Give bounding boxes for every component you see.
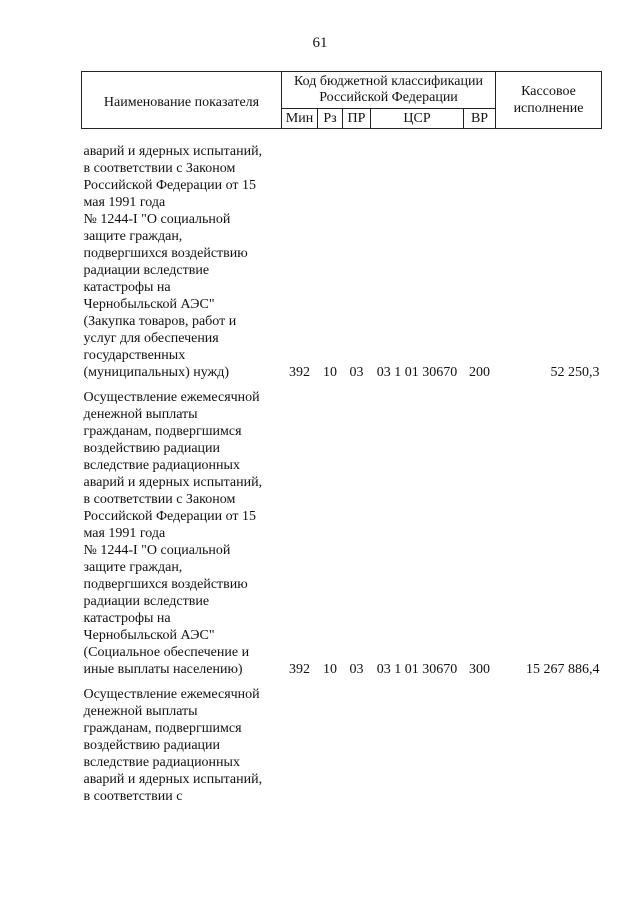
row-rz: 10 xyxy=(323,662,337,677)
header-exec-line-2: исполнение xyxy=(513,101,584,116)
row-vr: 200 xyxy=(469,365,490,380)
header-rz: Рз xyxy=(318,109,343,129)
header-code-line-1: Код бюджетной классификации xyxy=(294,74,483,90)
header-min: Мин xyxy=(282,109,318,129)
header-indicator-name: Наименование показателя xyxy=(82,72,282,129)
table-row xyxy=(82,389,602,678)
row-pr: 03 xyxy=(349,365,364,380)
row-indicator-name: Осуществление ежемесячной денежной выплаты гражданам, подвергшимся воздействию радиации вследствие радиационных аварий и ядерных испытаний, в соответствии с Законом Российской Федерации от 15 мая 1991 года № 1244-I "О социальной защите граждан, подвергшихся воздействию радиации вследствие катастрофы на Чернобыльской АЭС" (Социальное обеспечение и иные выплаты населению) xyxy=(83,390,263,677)
row-indicator-name: аварий и ядерных испытаний, в соответствии с Законом Российской Федерации от 15 мая 1991 года № 1244-I "О социальной защите граждан, подвергшихся воздействию радиации вследствие катастрофы на Чернобыльской АЭС" (Закупка товаров, работ и услуг для обеспечения государственных (муниципальных) нужд) xyxy=(83,144,263,380)
page-number: 61 xyxy=(312,35,328,51)
row-cash-execution: 15 267 886,4 xyxy=(526,662,600,677)
header-cash-execution xyxy=(496,72,602,129)
row-rz: 10 xyxy=(323,365,337,380)
row-pr xyxy=(343,686,371,805)
row-vr: 300 xyxy=(469,662,490,677)
row-min: 392 xyxy=(289,662,310,677)
header-budget-classification-code xyxy=(282,72,496,109)
header-vr: ВР xyxy=(464,109,496,129)
row-vr xyxy=(464,686,496,805)
header-pr: ПР xyxy=(343,109,371,129)
header-csr: ЦСР xyxy=(371,109,464,129)
header-exec-line-1: Кассовое xyxy=(521,84,576,99)
row-rz xyxy=(318,686,343,805)
row-csr: 03 1 01 30670 xyxy=(376,662,458,677)
row-indicator-name: Осуществление ежемесячной денежной выплаты гражданам, подвергшимся воздействию радиации вследствие радиационных аварий и ядерных испытаний, в соответствии с xyxy=(83,687,263,804)
table-body xyxy=(82,129,602,806)
header-code-line-2: Российской Федерации xyxy=(319,90,458,106)
row-csr: 03 1 01 30670 xyxy=(376,365,458,380)
table-row xyxy=(82,143,602,381)
table-row xyxy=(82,686,602,805)
budget-execution-table xyxy=(81,71,602,805)
row-csr xyxy=(371,686,464,805)
row-min xyxy=(282,686,318,805)
row-min: 392 xyxy=(289,365,310,380)
row-cash-execution xyxy=(496,686,602,805)
row-cash-execution: 52 250,3 xyxy=(550,365,600,380)
row-pr: 03 xyxy=(349,662,364,677)
table-header xyxy=(82,72,602,129)
